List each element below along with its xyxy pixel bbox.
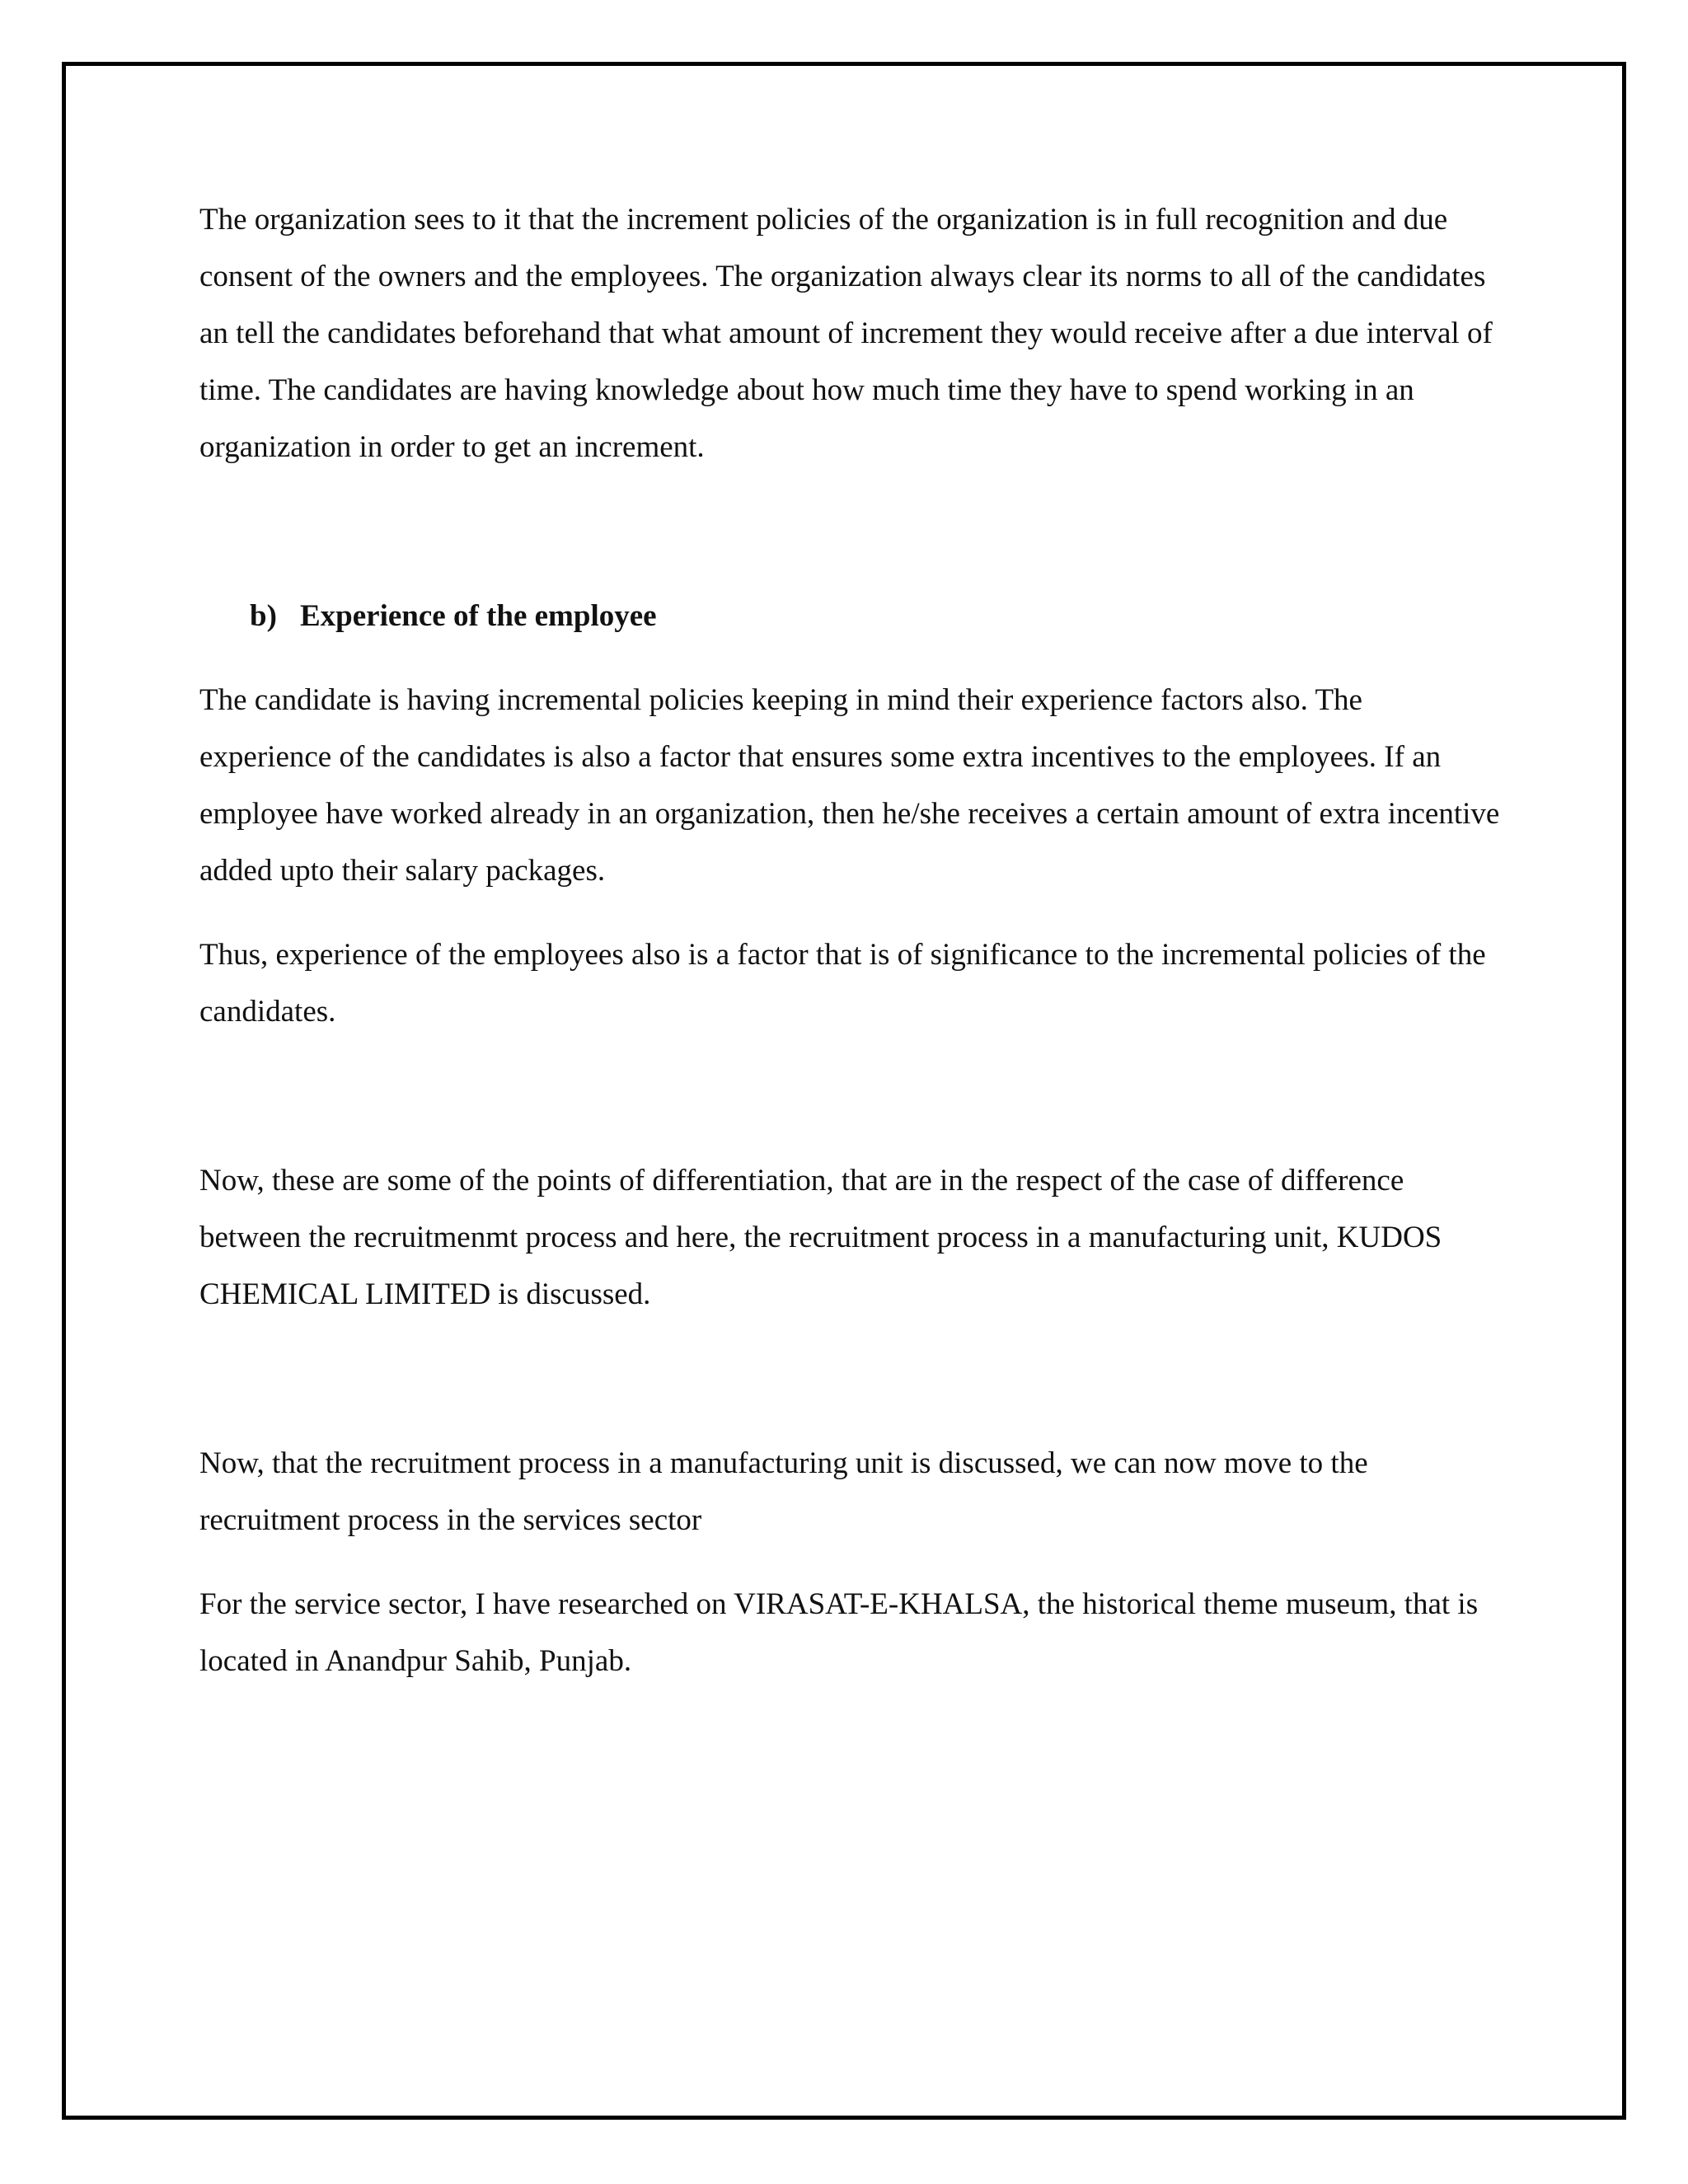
paragraph-service-sector-research: For the service sector, I have researched on VIRASAT-E-KHALSA, the historical theme museum, that is located in Anandpur Sahib, Punjab. [199, 1587, 1479, 1678]
document-body [199, 191, 1502, 1690]
section-heading-marker: b) [250, 599, 277, 633]
paragraph-increment-policies: The organization sees to it that the increment policies of the organization is in full recognition and due consent of the owners and the employees. The organization always clear its norms to all of the candidates an tell the candidates beforehand that what amount of increment they would receive after a due interval of time. The candidates are having knowledge about how much time they have to spend working in an organization in order to get an increment. [199, 203, 1493, 464]
paragraph-experience-significance: Thus, experience of the employees also is a factor that is of significance to the incremental policies of the candidates. [199, 938, 1486, 1029]
paragraph-services-transition: Now, that the recruitment process in a manufacturing unit is discussed, we can now move to the recruitment process in the services sector [199, 1446, 1368, 1537]
section-heading [199, 588, 1502, 644]
paragraph-experience: The candidate is having incremental policies keeping in mind their experience factors also. The experience of the candidates is also a factor that ensures some extra incentives to the employees. If an employee have worked already in an organization, then he/she receives a certain amount of extra incentive added upto their salary packages. [199, 683, 1500, 888]
section-heading-text: Experience of the employee [300, 599, 657, 633]
paragraph-differentiation: Now, these are some of the points of differentiation, that are in the respect of the case of difference between the recruitmenmt process and here, the recruitment process in a manufacturing unit, KUDOS CHEMICAL LIMITED is discussed. [199, 1164, 1442, 1311]
